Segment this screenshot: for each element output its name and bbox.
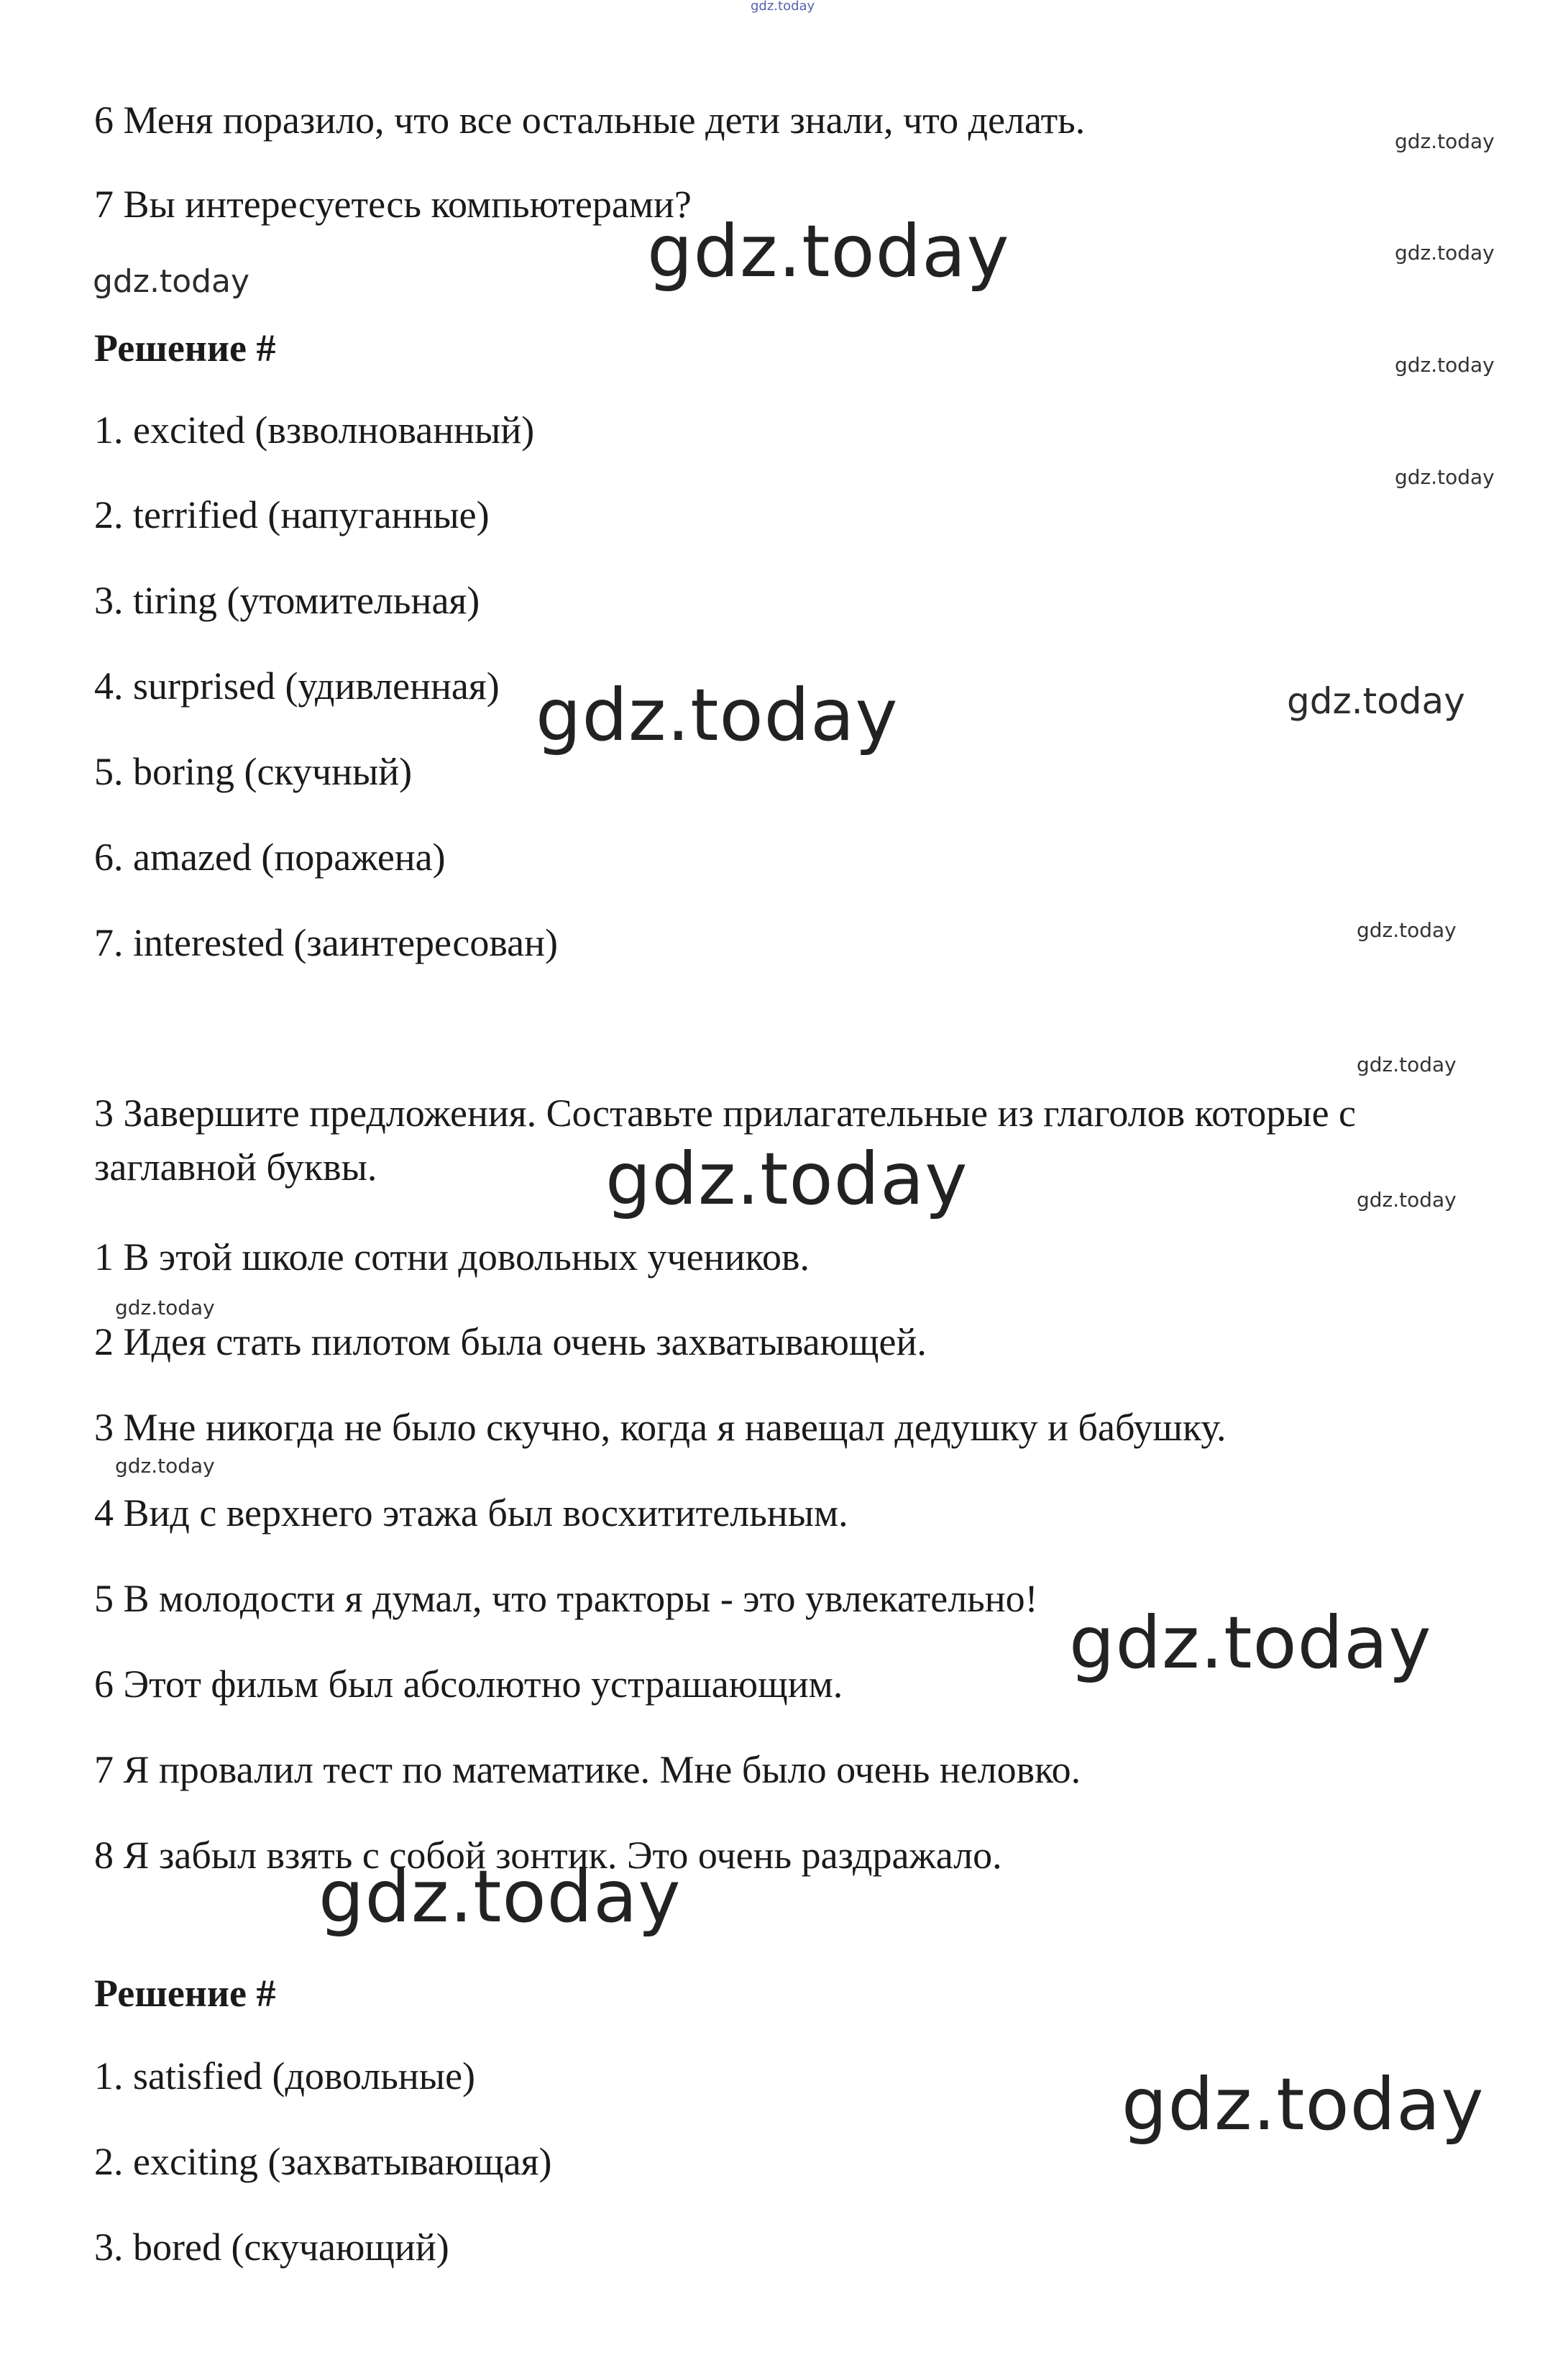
solution-line: 2. terrified (напуганные) xyxy=(94,493,490,536)
watermark-small: gdz.today xyxy=(115,1454,215,1478)
watermark-small: gdz.today xyxy=(1357,918,1457,942)
watermark-large: gdz.today xyxy=(605,1137,968,1221)
solution-line: 5. boring (скучный) xyxy=(94,750,413,793)
watermark-small: gdz.today xyxy=(1357,1053,1457,1076)
watermark-large: gdz.today xyxy=(318,1854,682,1939)
watermark-small: gdz.today xyxy=(1395,465,1495,489)
watermark-large: gdz.today xyxy=(1122,2062,1485,2146)
watermark-small: gdz.today xyxy=(1357,1188,1457,1212)
watermark-small: gdz.today xyxy=(1395,353,1495,377)
task-line: 7 Вы интересуетесь компьютерами? xyxy=(94,183,692,226)
solution-heading: Решение # xyxy=(94,326,276,370)
task-line: 6 Этот фильм был абсолютно устрашающим. xyxy=(94,1662,843,1706)
exercise-instruction: 3 Завершите предложения. Составьте прилагательные из глаголов которые с заглавной буквы. xyxy=(94,1092,1357,1189)
solution-line: 6. amazed (поражена) xyxy=(94,836,446,879)
watermark-large: gdz.today xyxy=(1069,1601,1432,1685)
solution-line: 3. tiring (утомительная) xyxy=(94,579,480,622)
task-line: 8 Я забыл взять с собой зонтик. Это очень раздражало. xyxy=(94,1834,1002,1877)
watermark-large: gdz.today xyxy=(536,673,899,757)
solution-line: 7. interested (заинтересован) xyxy=(94,921,558,964)
watermark-small: gdz.today xyxy=(115,1296,215,1320)
solution-line: 1. satisfied (довольные) xyxy=(94,2054,476,2098)
task-line: 7 Я провалил тест по математике. Мне было очень неловко. xyxy=(94,1748,1081,1791)
task-line: 4 Вид с верхнего этажа был восхитительным. xyxy=(94,1491,848,1535)
task-line: 3 Мне никогда не было скучно, когда я навещал дедушку и бабушку. xyxy=(94,1406,1227,1449)
solution-heading: Решение # xyxy=(94,1972,276,2015)
solution-line: 2. exciting (захватывающая) xyxy=(94,2140,552,2183)
watermark-top: gdz.today xyxy=(751,0,815,14)
solution-line: 4. surprised (удивленная) xyxy=(94,664,500,708)
watermark-large: gdz.today xyxy=(647,209,1010,293)
task-line: 1 В этой школе сотни довольных учеников. xyxy=(94,1235,810,1279)
solution-line: 3. bored (скучающий) xyxy=(94,2226,449,2269)
task-line: 5 В молодости я думал, что тракторы - это увлекательно! xyxy=(94,1577,1038,1620)
watermark-medium: gdz.today xyxy=(93,263,250,300)
watermark-small: gdz.today xyxy=(1395,129,1495,153)
watermark-small: gdz.today xyxy=(1395,241,1495,265)
task-line: 6 Меня поразило, что все остальные дети знали, что делать. xyxy=(94,99,1086,142)
watermark-medium: gdz.today xyxy=(1287,680,1465,722)
task-line: 2 Идея стать пилотом была очень захватывающей. xyxy=(94,1320,927,1363)
solution-line: 1. excited (взволнованный) xyxy=(94,408,535,452)
